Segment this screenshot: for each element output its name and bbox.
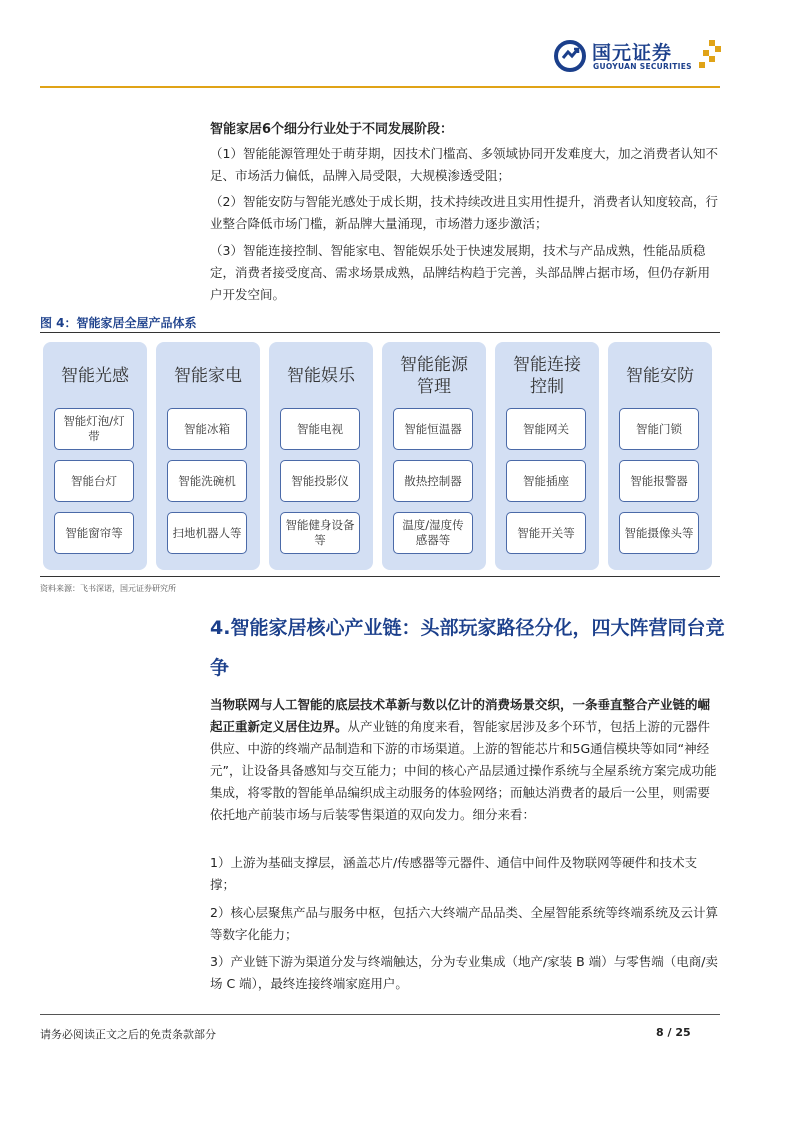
figure-top-rule [40,332,720,333]
product-item: 智能摄像头等 [619,512,699,554]
chain-item-2: 2）核心层聚焦产品与服务中枢，包括六大终端产品品类、全屋智能系统等终端系统及云计算等数字化能力； [210,905,718,942]
column-title: 智能能源管理 [400,355,468,397]
column-title: 智能光感 [61,366,129,386]
column-smart-energy [382,342,486,570]
product-item: 智能插座 [506,460,586,502]
product-item: 智能健身设备等 [280,512,360,554]
figure-source: 资料来源：飞书深诺，国元证券研究所 [40,584,176,593]
column-smart-connectivity [495,342,599,570]
company-logo [554,38,724,76]
product-item: 智能冰箱 [167,408,247,450]
intro-paragraph-2: （2）智能安防与智能光感处于成长期，技术持续改进且实用性提升，消费者认知度较高，行业整合降低市场门槛，新品牌大量涌现，市场潜力逐步激活； [210,194,718,231]
product-item: 智能洗碗机 [167,460,247,502]
product-item: 智能网关 [506,408,586,450]
product-item: 智能台灯 [54,460,134,502]
footer-divider [40,1014,720,1015]
product-item: 智能报警器 [619,460,699,502]
section-lead-paragraph [210,694,720,826]
column-smart-appliances [156,342,260,570]
product-item: 智能灯泡/灯带 [54,408,134,450]
column-title: 智能安防 [626,366,694,386]
column-title: 智能连接控制 [513,355,581,397]
product-item: 散热控制器 [393,460,473,502]
intro-paragraph-1: （1）智能能源管理处于萌芽期，因技术门槛高、多领域协同开发难度大，加之消费者认知不足、市场活力偏低，品牌入局受限，大规模渗透受阻； [210,146,718,183]
guoyuan-logo-icon [554,40,586,72]
product-item: 智能窗帘等 [54,512,134,554]
header-divider [40,86,720,88]
lead-text: 从产业链的角度来看，智能家居涉及多个环节，包括上游的元器件供应、中游的终端产品制造和下游的市场渠道。上游的智能芯片和5G通信模块等如同“神经元”，让设备具备感知与交互能力；中间的核心产品层通过操作系统与全屋系统方案完成功能集成，将零散的智能单品编织成主动服务的体验网络；而触达消费者的最后一公里，则需要依托地产前装市场与后装零售渠道的双向发力。细分来看： [210,719,717,822]
column-smart-lighting [43,342,147,570]
product-item: 智能门锁 [619,408,699,450]
footer-disclaimer: 请务必阅读正文之后的免责条款部分 [40,1028,216,1041]
logo-chinese-name: 国元证券 [592,42,673,64]
chain-item-3: 3）产业链下游为渠道分发与终端触达，分为专业集成（地产/家装 B 端）与零售端（电商/卖场 C 端），最终连接终端家庭用户。 [210,954,718,991]
product-item: 智能开关等 [506,512,586,554]
intro-title: 智能家居6个细分行业处于不同发展阶段： [210,122,454,137]
product-item: 智能恒温器 [393,408,473,450]
lead-bold-text: 当物联网与人工智能的底层技术革新与数以亿计的消费场景交织，一条垂直整合产业链的崛起正重新定义居住边界。 [210,697,711,734]
column-smart-security [608,342,712,570]
chain-item-1: 1）上游为基础支撑层，涵盖芯片/传感器等元器件、通信中间件及物联网等硬件和技术支撑； [210,855,698,892]
column-title: 智能娱乐 [287,366,355,386]
logo-decoration-icon [699,40,721,70]
page-number: 8 / 25 [656,1026,691,1039]
product-item: 温度/湿度传感器等 [393,512,473,554]
section-heading: 4.智能家居核心产业链：头部玩家路径分化，四大阵营同台竞争 [210,617,725,679]
product-item: 智能电视 [280,408,360,450]
figure-bottom-rule [40,576,720,577]
product-system-diagram [43,342,715,570]
column-smart-entertainment [269,342,373,570]
intro-paragraph-3: （3）智能连接控制、智能家电、智能娱乐处于快速发展期，技术与产品成熟，性能品质稳定，消费者接受度高、需求场景成熟，品牌结构趋于完善，头部品牌占据市场，但仍存新用户开发空间。 [210,243,711,302]
product-item: 扫地机器人等 [167,512,247,554]
figure-caption: 图 4：智能家居全屋产品体系 [40,316,197,330]
product-item: 智能投影仪 [280,460,360,502]
logo-english-name: GUOYUAN SECURITIES [593,62,692,71]
column-title: 智能家电 [174,366,242,386]
